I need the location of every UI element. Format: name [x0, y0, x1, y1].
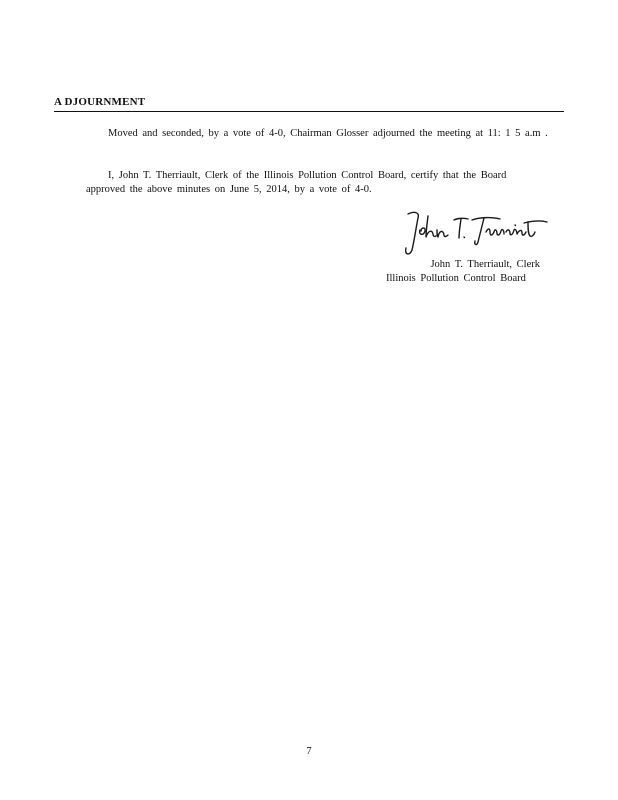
board-name: Illinois Pollution Control Board — [386, 273, 526, 284]
certification-paragraph — [86, 169, 548, 197]
heading-rule — [54, 111, 564, 112]
certification-text: I, John T. Therriault, Clerk of the Illinois Pollution Control Board, certify that the Board approved the above minutes on June 5, 2014, by a vote of 4-0. — [86, 170, 507, 195]
clerk-name: John T. Therriault, Clerk — [430, 259, 540, 270]
signature-block — [380, 258, 548, 286]
adjournment-paragraph — [86, 127, 548, 141]
section-heading: A DJOURNMENT — [54, 96, 146, 108]
handwritten-signature — [400, 208, 550, 258]
adjournment-text: Moved and seconded, by a vote of 4-0, Chairman Glosser adjourned the meeting at 11: 1 5 a.m . — [108, 128, 548, 139]
page-number: 7 — [306, 746, 312, 757]
